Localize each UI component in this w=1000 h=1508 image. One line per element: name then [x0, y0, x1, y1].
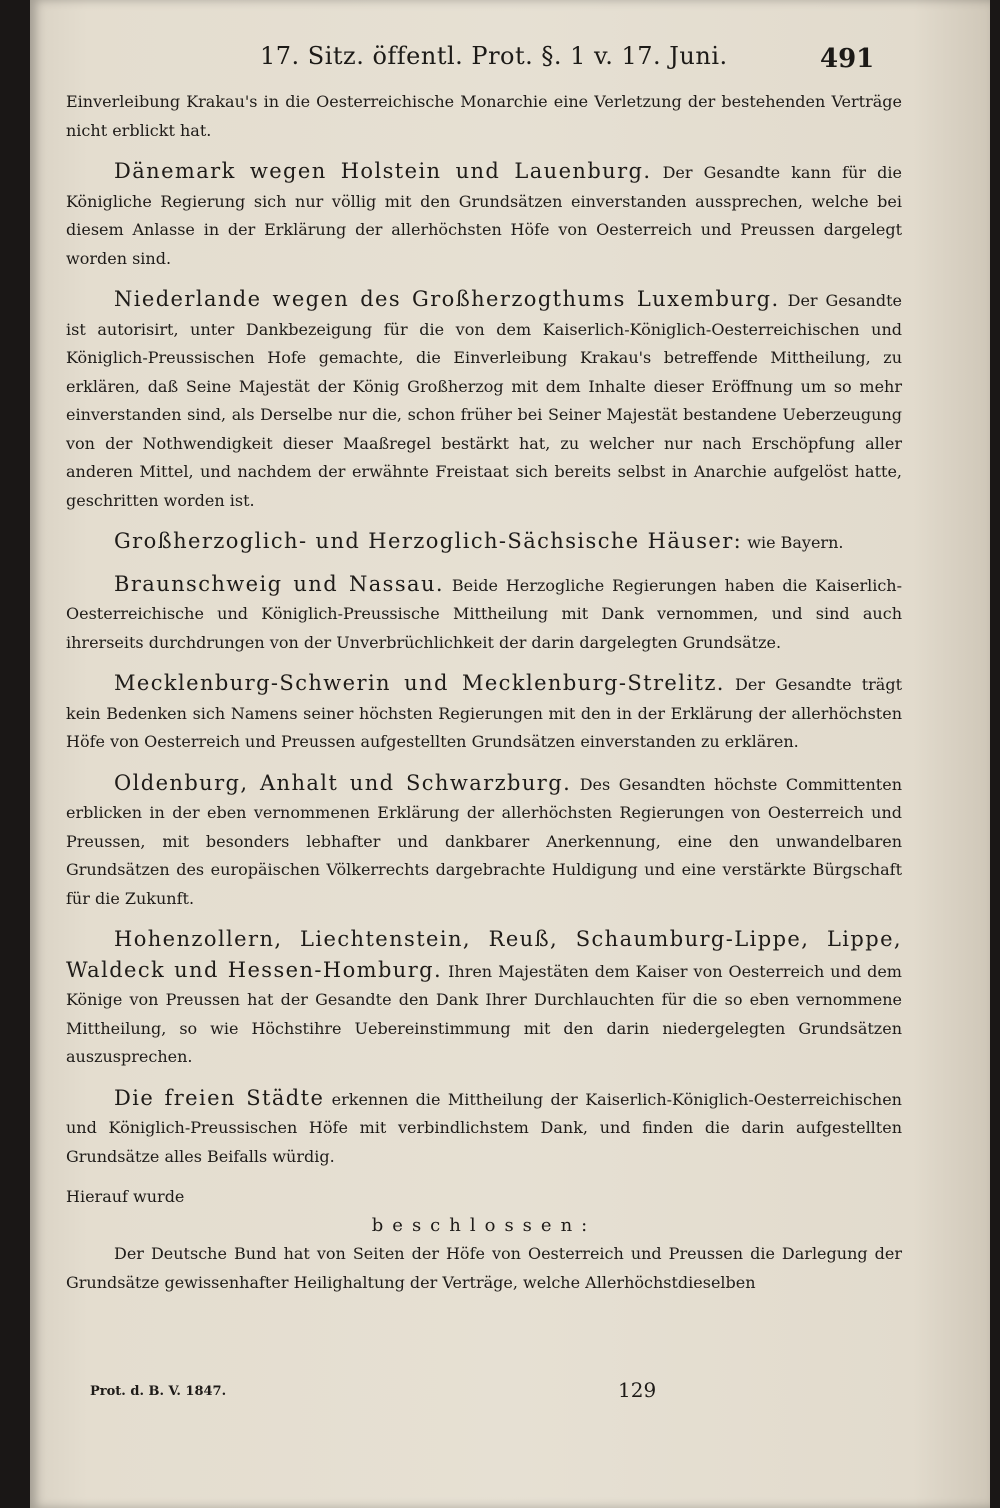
- page-header: [30, 42, 990, 78]
- paragraph-continuation: [66, 88, 902, 145]
- signature-mark: 129: [618, 1378, 657, 1402]
- paragraph-text: erkennen die Mittheilung der Kaiserlich-Königlich-Oesterreichischen und Königlich-Preussischen Höfe mit verbindlichstem Dank, und finden die darin aufgestellten Grundsätze alles Beifalls würdig.: [66, 1089, 902, 1166]
- resolution-body: Der Deutsche Bund hat von Seiten der Höfe von Oesterreich und Preussen die Darlegung der Grundsätze gewissenhafter Heilighaltung der Verträge, welche Allerhöchstdieselben: [66, 1244, 902, 1292]
- paragraph-denmark: [66, 157, 902, 273]
- paragraph-lead: Großherzoglich- und Herzoglich-Sächsische Häuser:: [114, 529, 743, 553]
- paragraph-text: Der Gesandte trägt kein Bedenken sich Namens seiner höchsten Regierungen mit den in der Erklärung der allerhöchsten Höfe von Oesterreich und Preussen aufgestellten Grundsätzen einverstanden zu erklären.: [66, 675, 902, 751]
- page-number: 491: [820, 44, 875, 74]
- paragraph-text: Ihren Majestäten dem Kaiser von Oesterreich und dem Könige von Preussen hat der Gesandte den Dank Ihrer Durchlauchten für die so eben vernommene Mittheilung, so wie Höchstihre Uebereinstimmung mit den darin niedergelegten Grundsätzen auszusprechen.: [66, 961, 902, 1066]
- paragraph-text: wie Bayern.: [747, 533, 844, 552]
- paragraph-lead: Braunschweig und Nassau.: [114, 571, 444, 596]
- paragraph-text: Des Gesandten höchste Committenten erblicken in der eben vernommenen Erklärung der allerhöchsten Regierungen von Oesterreich und Preussen, mit besonders lebhafter und dankbarer Anerkennung, eine den unwandelbaren Grundsätzen des europäischen Völkerrechts dargebrachte Huldigung und eine verstärkte Bürgschaft für die Zukunft.: [66, 774, 903, 908]
- paragraph-lead: Mecklenburg-Schwerin und Mecklenburg-Strelitz.: [114, 671, 725, 695]
- paragraph-text: Beide Herzogliche Regierungen haben die Kaiserlich-Oesterreichische und Königlich-Preussische Mittheilung mit Dank vernommen, und sind auch ihrerseits durchdrungen von der Unverbrüchlichkeit der darin dargelegten Grundsätze.: [66, 575, 903, 652]
- paragraph-lead: Hohenzollern, Liechtenstein, Reuß, Schaumburg-Lippe, Lippe, Waldeck und Hessen-Homburg.: [66, 927, 902, 982]
- paragraph-text: Der Gesandte ist autorisirt, unter Dankbezeigung für die von dem Kaiserlich-Königlich-Oesterreichischen und Königlich-Preussischen Hofe gemachte, die Einverleibung Krakau's betreffende Mittheilung, zu erklären, daß Seine Majestät der König Großherzog mit dem Inhalte dieser Eröffnung um so mehr einverstanden sind, als Derselbe nur die, schon früher bei Seiner Majestät bestandene Ueberzeugung von der Nothwendigkeit dieser Maaßregel bestärkt hat, zu welcher nur nach Erschöpfung aller anderen Mittel, und nachdem der erwähnte Freistaat sich bereits selbst in Anarchie aufgelöst hatte, geschritten worden ist.: [66, 291, 902, 510]
- footer-reference: Prot. d. B. V. 1847.: [90, 1384, 227, 1399]
- document-body: [66, 88, 902, 1297]
- paragraph-text: Der Gesandte kann für die Königliche Regierung sich nur völlig mit den Grundsätzen einverstanden aussprechen, welche bei diesem Anlasse in der Erklärung der allerhöchsten Höfe von Oesterreich und Preussen dargelegt worden sind.: [66, 163, 903, 268]
- running-head: 17. Sitz. öffentl. Prot. §. 1 v. 17. Juni.: [260, 42, 728, 70]
- paragraph-oldenburg: [66, 769, 902, 914]
- paragraph-lead: Oldenburg, Anhalt und Schwarzburg.: [114, 770, 572, 795]
- page-footer: [90, 1378, 950, 1408]
- document-page: [30, 0, 990, 1508]
- paragraph-lead: Dänemark wegen Holstein und Lauenburg.: [114, 159, 652, 183]
- paragraph-hohenzollern: [66, 925, 902, 1072]
- paragraph-mecklenburg: [66, 669, 902, 757]
- paragraph-text: Einverleibung Krakau's in die Oesterreichische Monarchie eine Verletzung der bestehenden Verträge nicht erblickt hat.: [66, 92, 902, 140]
- paragraph-lead: Die freien Städte: [114, 1085, 325, 1110]
- resolution-heading: beschlossen:: [371, 1214, 597, 1236]
- paragraph-lead: Niederlande wegen des Großherzogthums Luxemburg.: [114, 287, 780, 311]
- paragraph-saxon-houses: [66, 527, 902, 558]
- resolution-text: [66, 1240, 902, 1297]
- paragraph-brunswick-nassau: [66, 570, 902, 658]
- paragraph-netherlands: [66, 285, 902, 515]
- resolution-intro: Hierauf wurde: [66, 1187, 185, 1206]
- paragraph-free-cities: [66, 1084, 902, 1172]
